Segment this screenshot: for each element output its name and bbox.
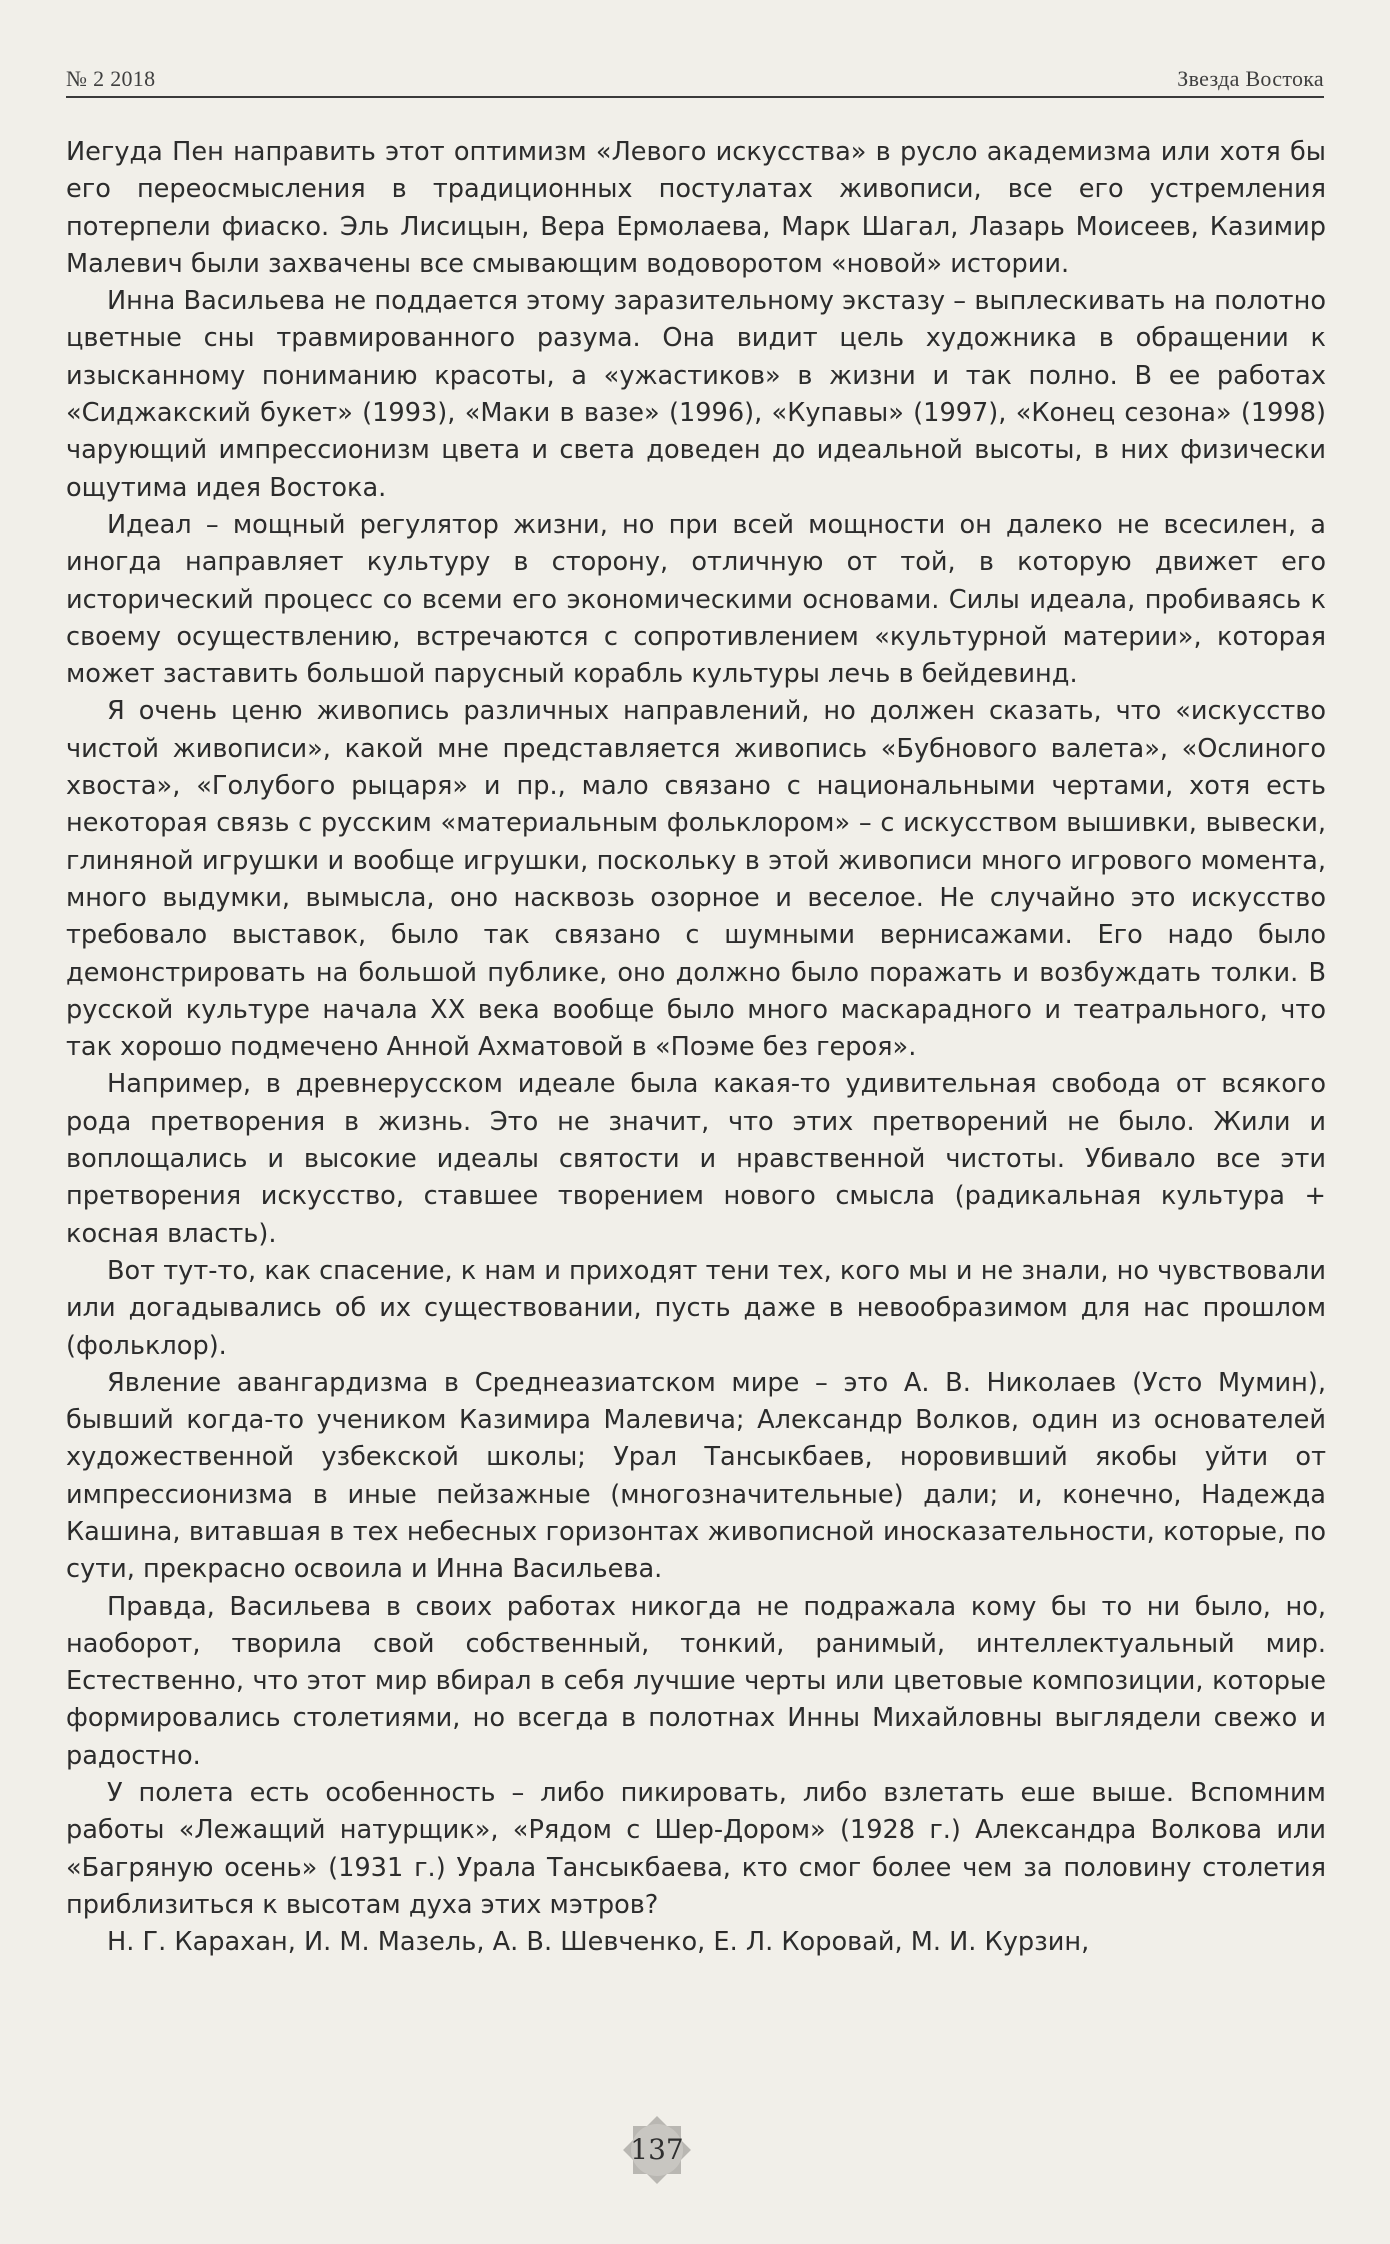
page-number-badge xyxy=(617,2110,697,2190)
journal-title: Звезда Востока xyxy=(1177,66,1324,91)
paragraph: Идеал – мощный регулятор жизни, но при всей мощности он далеко не всесилен, а иногда направляет культуру в сторону, отличную от той, в которую движет его исторический процесс со всеми его экономическими основами. Силы идеала, пробиваясь к своему осуществлению, встречаются с сопротивлением «культурной материи», которая может заставить большой парусный корабль культуры лечь в бейдевинд. xyxy=(66,509,1326,690)
paragraph: Инна Васильева не поддается этому заразительному экстазу – выплескивать на полотно цветные сны травмированного разума. Она видит цель художника в обращении к изысканному пониманию красоты, а «ужастиков» в жизни и так полно. В ее работах «Сиджакский букет» (1993), «Маки в вазе» (1996), «Купавы» (1997), «Конец сезона» (1998) чарующий импрессионизм цвета и света доведен до идеальной высоты, в них физически ощутима идея Востока. xyxy=(66,286,1326,503)
paragraph: Правда, Васильева в своих работах никогда не подражала кому бы то ни было, но, наоборот, творила свой собственный, тонкий, ранимый, интеллектуальный мир. Естественно, что этот мир вбирал в себя лучшие черты или цветовые композиции, которые формировались столетиями, но всегда в полотнах Инны Михайловны выглядели свежо и радостно. xyxy=(66,1591,1326,1771)
paragraph: Иегуда Пен направить этот оптимизм «Левого искусства» в русло академизма или хотя бы его переосмысления в традиционных постулатах живописи, все его устремления потерпели фиаско. Эль Лисицын, Вера Ермолаева, Марк Шагал, Лазарь Моисеев, Казимир Малевич были захвачены все смывающим водоворотом «новой» истории. xyxy=(66,137,1326,279)
paragraph: Например, в древнерусском идеале была какая-то удивительная свобода от всякого рода претворения в жизнь. Это не значит, что этих претворений не было. Жили и воплощались и высокие идеалы святости и нравственной чистоты. Убивало все эти претворения искусство, ставшее творением нового смысла (радикальная культура + косная власть). xyxy=(66,1069,1326,1249)
paragraph: Я очень ценю живопись различных направлений, но должен сказать, что «искусство чистой живописи», какой мне представляется живопись «Бубнового валета», «Ослиного хвоста», «Голубого рыцаря» и пр., мало связано с национальными чертами, хотя есть некоторая связь с русским «материальным фольклором» – с искусством вышивки, вывески, глиняной игрушки и вообще игрушки, поскольку в этой живописи много игрового момента, много выдумки, вымысла, оно насквозь озорное и веселое. Не случайно это искусство требовало выставок, было так связано с шумными вернисажами. Его надо было демонстрировать на большой публике, оно должно было поражать и возбуждать толки. В русской культуре начала XX века вообще было много маскарадного и театрального, что так хорошо подмечено Анной Ахматовой в «Поэме без героя». xyxy=(66,696,1326,1063)
paragraph: Вот тут-то, как спасение, к нам и приходят тени тех, кого мы и не знали, но чувствовали или догадывались об их существовании, пусть даже в невообразимом для нас прошлом (фольклор). xyxy=(66,1255,1326,1361)
paragraph: Н. Г. Карахан, И. М. Мазель, А. В. Шевченко, Е. Л. Коровай, М. И. Курзин, xyxy=(107,1927,1090,1958)
running-header xyxy=(66,62,1324,98)
article-body xyxy=(66,134,1326,1962)
issue-label: № 2 2018 xyxy=(66,66,156,91)
page-number: 137 xyxy=(630,2133,684,2166)
paragraph: У полета есть особенность – либо пикировать, либо взлетать еше выше. Вспомним работы «Лежащий натурщик», «Рядом с Шер-Дором» (1928 г.) Александра Волкова или «Багряную осень» (1931 г.) Урала Тансыкбаева, кто смог более чем за половину столетия приблизиться к высотам духа этих мэтров? xyxy=(66,1778,1326,1920)
paragraph: Явление авангардизма в Среднеазиатском мире – это А. В. Николаев (Усто Мумин), бывший когда-то учеником Казимира Малевича; Александр Волков, один из основателей художественной узбекской школы; Урал Тансыкбаев, норовивший якобы уйти от импрессионизма в иные пейзажные (многозначительные) дали; и, конечно, Надежда Кашина, витавшая в тех небесных горизонтах живописной иносказательности, которые, по сути, прекрасно освоила и Инна Васильева. xyxy=(66,1367,1326,1585)
